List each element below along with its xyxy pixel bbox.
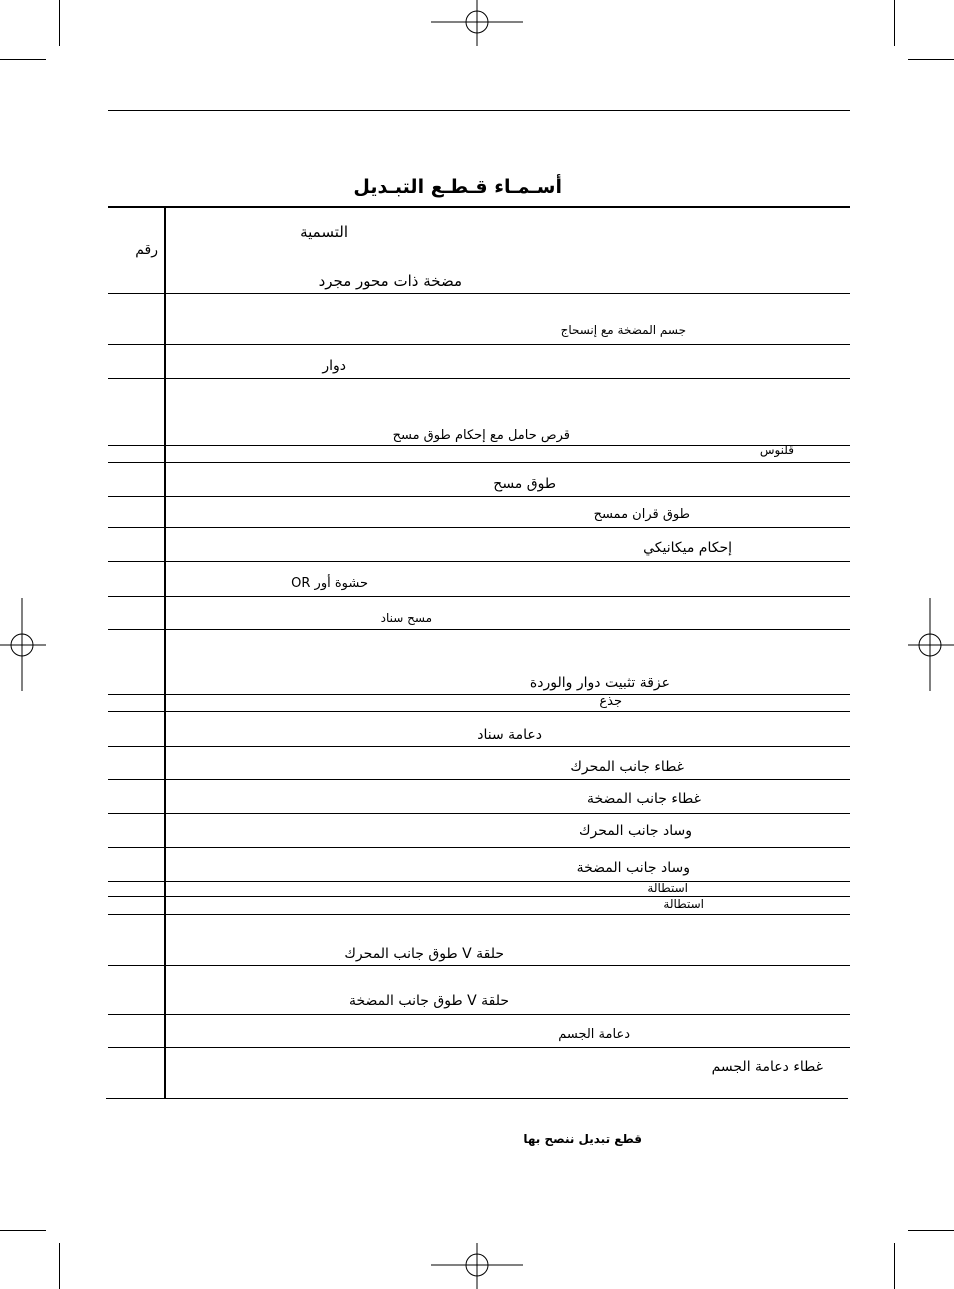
part-name: غطاء دعامة الجسم bbox=[711, 1059, 823, 1075]
part-name: مسح سناد bbox=[380, 611, 432, 625]
part-name: حلقة V طوق جانب المضخة bbox=[349, 993, 509, 1009]
top-rule bbox=[108, 110, 850, 111]
row-separator bbox=[108, 293, 850, 294]
part-name: حشوة أور OR bbox=[291, 576, 368, 591]
part-name: دوار bbox=[322, 358, 346, 374]
part-name: استطالة bbox=[663, 897, 704, 911]
part-name: عزقة تثبيت دوار والوردة bbox=[529, 675, 670, 691]
part-name: طوق مسح bbox=[493, 476, 556, 492]
part-name: وساد جانب المضخة bbox=[576, 860, 690, 876]
table-bottom-border bbox=[106, 1098, 848, 1099]
row-separator bbox=[108, 779, 850, 780]
part-name: وساد جانب المحرك bbox=[578, 823, 692, 839]
part-name: جسم المضخة مع إنسحاج bbox=[560, 323, 686, 337]
row-separator bbox=[108, 813, 850, 814]
table-top-border bbox=[108, 206, 850, 208]
part-name: قلنوس bbox=[759, 443, 794, 457]
part-name: دعامة سناد bbox=[477, 727, 542, 743]
row-separator bbox=[108, 344, 850, 345]
part-name: دعامة الجسم bbox=[558, 1027, 630, 1042]
row-separator bbox=[108, 496, 850, 497]
part-name: طوق قران ممسح bbox=[593, 507, 690, 522]
row-separator bbox=[108, 445, 850, 446]
row-separator bbox=[108, 711, 850, 712]
part-name: غطاء جانب المضخة bbox=[586, 791, 701, 807]
footnote: قطع تبديل ننصح بها bbox=[523, 1132, 642, 1146]
part-name: حلقة V طوق جانب المحرك bbox=[344, 946, 504, 962]
row-separator bbox=[108, 1047, 850, 1048]
row-separator bbox=[108, 881, 850, 882]
row-separator bbox=[108, 746, 850, 747]
row-separator bbox=[108, 1014, 850, 1015]
part-name: غطاء جانب المحرك bbox=[570, 759, 684, 775]
header-product-label: مضخة ذات محور مجرد bbox=[318, 272, 462, 290]
row-separator bbox=[108, 462, 850, 463]
page-title: أسـمـاء قـطـع التبـديل bbox=[353, 176, 562, 198]
row-separator bbox=[108, 596, 850, 597]
row-separator bbox=[108, 847, 850, 848]
row-separator bbox=[108, 965, 850, 966]
part-name: قرص حامل مع إحكام طوق مسح bbox=[392, 428, 570, 443]
row-separator bbox=[108, 896, 850, 897]
part-name: استطالة bbox=[647, 881, 688, 895]
row-separator bbox=[108, 561, 850, 562]
row-separator bbox=[108, 378, 850, 379]
row-separator bbox=[108, 694, 850, 695]
row-separator bbox=[108, 914, 850, 915]
header-number-label: رقم bbox=[135, 242, 158, 258]
part-name: إحكام ميكانيكي bbox=[643, 540, 732, 556]
row-separator bbox=[108, 629, 850, 630]
row-separator bbox=[108, 527, 850, 528]
header-name-label: التسمية bbox=[300, 223, 348, 241]
part-name: جذع bbox=[599, 694, 622, 709]
